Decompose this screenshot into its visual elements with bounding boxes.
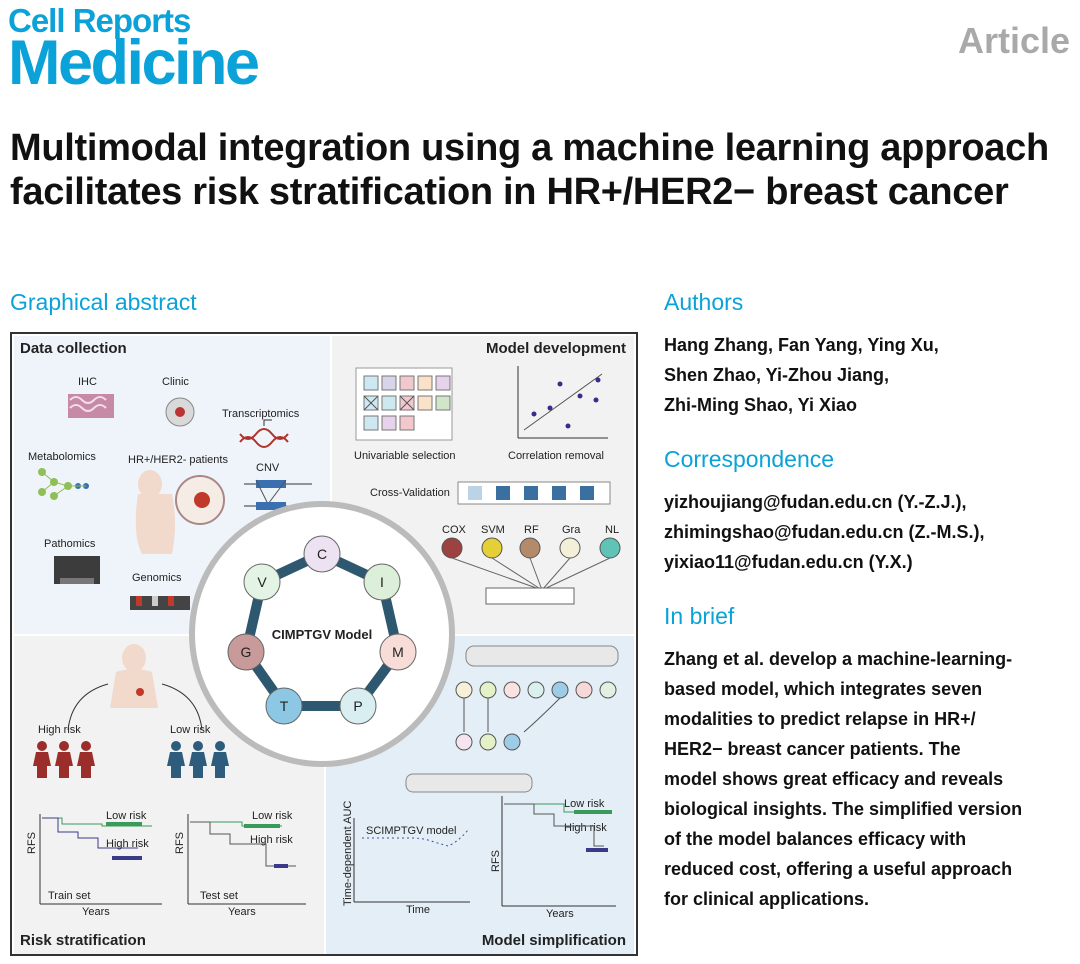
low-risk-figures: [167, 741, 229, 778]
label-algo-svm: SVM: [481, 524, 505, 536]
label-clinic: Clinic: [162, 376, 189, 388]
label-algo-rf: RF: [524, 524, 539, 536]
journal-name-line2: Medicine: [8, 28, 258, 98]
label-test-high: High risk: [250, 834, 293, 846]
label-risk-stratification: Risk stratification: [20, 932, 146, 949]
label-ihc: IHC: [78, 376, 97, 388]
graphical-abstract-illustration: [12, 334, 636, 954]
label-genomics: Genomics: [132, 572, 182, 584]
label-test-low: Low risk: [252, 810, 293, 822]
journal-logo: [8, 2, 258, 98]
label-data-collection: Data collection: [20, 340, 127, 357]
correspondence-email-link[interactable]: zhimingshao@fudan.edu.cn (Z.-M.S.),: [664, 522, 985, 542]
in-brief-line: of the model balances efficacy with: [664, 829, 967, 849]
label-high-risk-group: High risk: [38, 724, 81, 736]
label-low-risk-group: Low risk: [170, 724, 211, 736]
authors-line: Shen Zhao, Yi-Zhou Jiang,: [664, 365, 890, 385]
label-train-high: High risk: [106, 838, 149, 850]
in-brief-line: HER2− breast cancer patients. The: [664, 739, 961, 759]
label-simp-years: Years: [546, 908, 574, 920]
correspondence-heading: Correspondence: [664, 446, 835, 472]
model-node-label: P: [353, 698, 363, 714]
label-univariable: Univariable selection: [354, 450, 456, 462]
feature-circles: [456, 682, 616, 750]
paper-title: Multimodal integration using a machine learning approach facilitates risk stratification in HR+/HER2− breast cancer: [10, 127, 1049, 213]
in-brief-line: based model, which integrates seven: [664, 679, 983, 699]
label-scimptgv: SCIMPTGV model: [366, 825, 457, 837]
correspondence-email-link[interactable]: yizhoujiang@fudan.edu.cn (Y.-Z.J.),: [664, 492, 967, 512]
authors-section: [664, 289, 1076, 420]
label-algo-cox: COX: [442, 524, 466, 536]
label-algo-nl: NL: [605, 524, 620, 536]
model-node-label: C: [316, 546, 328, 562]
patient-icon: [136, 470, 224, 554]
label-simp-rfs: RFS: [490, 850, 502, 872]
correlation-scatter: [518, 366, 608, 438]
model-node-label: I: [380, 574, 384, 590]
in-brief-line: modalities to predict relapse in HR+/: [664, 709, 976, 729]
model-node-label: T: [279, 698, 289, 714]
in-brief-line: reduced cost, offering a useful approach: [664, 859, 1013, 879]
patient-risk-illustration: [68, 644, 202, 730]
algorithm-circles: [442, 538, 620, 604]
in-brief-line: Zhang et al. develop a machine-learning-: [664, 649, 1013, 669]
genomics-icon: [130, 596, 190, 610]
correspondence-email-link[interactable]: yixiao11@fudan.edu.cn (Y.X.): [664, 552, 913, 572]
label-transcriptomics: Transcriptomics: [222, 408, 300, 420]
label-correlation: Correlation removal: [508, 450, 604, 462]
label-time: Time: [406, 904, 431, 916]
in-brief-line: for clinical applications.: [664, 889, 870, 909]
label-pathomics: Pathomics: [44, 538, 96, 550]
model-node-label: M: [392, 644, 404, 660]
label-simp-high: High risk: [564, 822, 607, 834]
simp-km-plot: [502, 796, 616, 906]
article-type-label: Article: [957, 20, 1070, 61]
high-risk-figures: [33, 741, 95, 778]
label-train-low: Low risk: [106, 810, 147, 822]
univariable-selection-grid: [356, 368, 452, 440]
label-algo-gra: Gra: [562, 524, 581, 536]
label-cnv: CNV: [256, 462, 280, 474]
auc-plot: [354, 818, 470, 902]
label-auc: Time-dependent AUC: [342, 800, 354, 906]
metabolomics-icon: [38, 468, 89, 500]
label-test-set: Test set: [200, 890, 238, 902]
label-train-years: Years: [82, 906, 110, 918]
label-test-years: Years: [228, 906, 256, 918]
label-test-rfs: RFS: [174, 832, 186, 854]
model-name-text: CIMPTGV Model: [271, 627, 373, 642]
model-node-label: G: [240, 644, 252, 660]
graphical-abstract-figure: [10, 332, 638, 956]
km-test-plot: [188, 814, 306, 904]
label-cross-validation: Cross-Validation: [370, 487, 450, 499]
authors-line: Zhi-Ming Shao, Yi Xiao: [664, 395, 858, 415]
authors-heading: Authors: [664, 289, 744, 315]
correspondence-section: [664, 446, 1076, 577]
in-brief-section: [664, 603, 1076, 914]
km-train-plot: [40, 814, 162, 904]
authors-line: Hang Zhang, Fan Yang, Ying Xu,: [664, 335, 939, 355]
in-brief-heading: In brief: [664, 603, 735, 629]
model-evaluation-box: [406, 774, 532, 792]
label-model-simplification: Model simplification: [481, 932, 626, 949]
graphical-abstract-heading: Graphical abstract: [10, 289, 197, 315]
cross-validation-bar: [458, 482, 610, 504]
in-brief-line: model shows great efficacy and reveals: [664, 769, 1004, 789]
feature-simplification-box: [466, 646, 618, 666]
label-train-rfs: RFS: [26, 832, 38, 854]
dna-icon: [240, 429, 288, 447]
journal-name-line1: Cell Reports: [8, 2, 191, 39]
label-simp-low: Low risk: [564, 798, 605, 810]
label-patients: HR+/HER2- patients: [128, 454, 228, 466]
model-node-label: V: [257, 574, 267, 590]
in-brief-line: biological insights. The simplified version: [664, 799, 1023, 819]
label-metabolomics: Metabolomics: [28, 451, 96, 463]
label-train-set: Train set: [48, 890, 91, 902]
label-model-development: Model development: [485, 340, 626, 357]
article-sidebar: [664, 289, 1076, 940]
